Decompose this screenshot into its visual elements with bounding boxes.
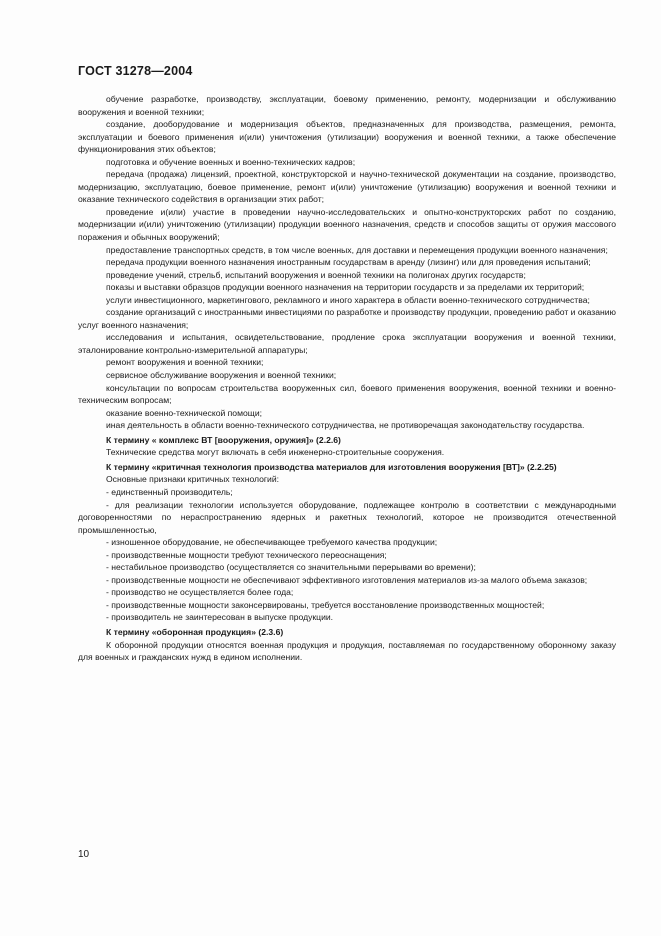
paragraph: - производитель не заинтересован в выпуске продукции. (106, 612, 334, 623)
document-body (78, 93, 616, 664)
paragraph: передача (продажа) лицензий, проектной, конструкторской и научно-технической документации на создание, производство, модернизацию, эксплуатацию, боевое применение, ремонт и(или) уничтожение (утилизацию) вооружения и военной техники и оказание технического содействия в организации этих работ; (78, 169, 616, 205)
paragraph: обучение разработке, производству, эксплуатации, боевому применению, ремонту, модернизации и обслуживанию вооружения и военной техники; (78, 94, 616, 117)
paragraph: проведение учений, стрельб, испытаний вооружения и военной техники на полигонах других государств; (106, 269, 526, 280)
paragraph: К оборонной продукции относятся военная продукция и продукция, поставляемая по государственному оборонному заказу для военных и гражданских нужд в едином исполнении. (78, 639, 616, 663)
paragraph: предоставление транспортных средств, в том числе военных, для доставки и перемещения продукции военного назначения; (106, 244, 608, 255)
paragraph: сервисное обслуживание вооружения и военной техники; (106, 370, 337, 381)
paragraph: показы и выставки образцов продукции военного назначения на территории государств и за пределами их территорий; (106, 282, 585, 293)
document-header: ГОСТ 31278—2004 (78, 64, 193, 78)
paragraph: создание организаций с иностранными инвестициями по разработке и производству продукции, проведению работ и оказанию услуг военного назначения; (78, 307, 616, 330)
paragraph: исследования и испытания, освидетельствование, продление срока эксплуатации вооружения и военной техники, эталонирование контрольно-измерительной аппаратуры; (78, 332, 616, 355)
paragraph: - производственные мощности законсервированы, требуется восстановление производственных мощностей; (106, 599, 545, 610)
paragraph: оказание военно-технической помощи; (106, 407, 263, 418)
paragraph: ремонт вооружения и военной техники; (106, 357, 264, 368)
term-heading: К термину «критичная технология производства материалов для изготовления вооружения [ВТ]» (2.2.25) (106, 461, 557, 472)
term-heading: К термину « комплекс ВТ [вооружения, оружия]» (2.2.6) (106, 434, 341, 445)
paragraph: иная деятельность в области военно-технического сотрудничества, не противоречащая законодательству государства. (106, 420, 585, 431)
page-number: 10 (78, 849, 90, 860)
paragraph: Технические средства могут включать в себя инженерно-строительные сооружения. (106, 447, 445, 458)
term-heading: К термину «оборонная продукция» (2.3.6) (106, 626, 284, 637)
paragraph: - единственный производитель; (106, 486, 233, 497)
paragraph: - производство не осуществляется более года; (106, 587, 294, 598)
paragraph: подготовка и обучение военных и военно-технических кадров; (106, 156, 356, 167)
paragraph: - нестабильное производство (осуществляется со значительными перерывами во времени); (106, 562, 476, 573)
paragraph: - для реализации технологии используется оборудование, подлежащее контролю в соответствии с международными договоренностями по нераспространению ядерных и ракетных технологий, которое не производится отечественной промышленностью, (78, 499, 616, 535)
paragraph: услуги инвестиционного, маркетингового, рекламного и иного характера в области военно-технического сотрудничества; (106, 294, 590, 305)
paragraph: передача продукции военного назначения иностранным государствам в аренду (лизинг) или для проведения испытаний; (106, 257, 591, 268)
paragraph: - производственные мощности требуют технического переоснащения; (106, 549, 387, 560)
paragraph: проведение и(или) участие в проведении научно-исследовательских и опытно-конструкторских работ по созданию, модернизации и(или) уничтожению (утилизации) продукции военного назначения, средств и способов защиты от оружия массового поражения и обычных вооружений; (78, 206, 616, 243)
paragraph: Основные признаки критичных технологий: (106, 474, 280, 485)
paragraph: - производственные мощности не обеспечивают эффективного изготовления материалов из-за малого объема заказов; (106, 574, 588, 585)
paragraph: консультации по вопросам строительства вооруженных сил, боевого применения вооружения, военной техники и военно-техническим вопросам; (78, 382, 616, 406)
paragraph: создание, дооборудование и модернизация объектов, предназначенных для производства, размещения, ремонта, эксплуатации и боевого применения и(или) уничтожения (утилизации) вооружения и военной техники, а также обеспечение функционирования этих объектов; (78, 119, 616, 155)
paragraph: - изношенное оборудование, не обеспечивающее требуемого качества продукции; (106, 537, 438, 548)
